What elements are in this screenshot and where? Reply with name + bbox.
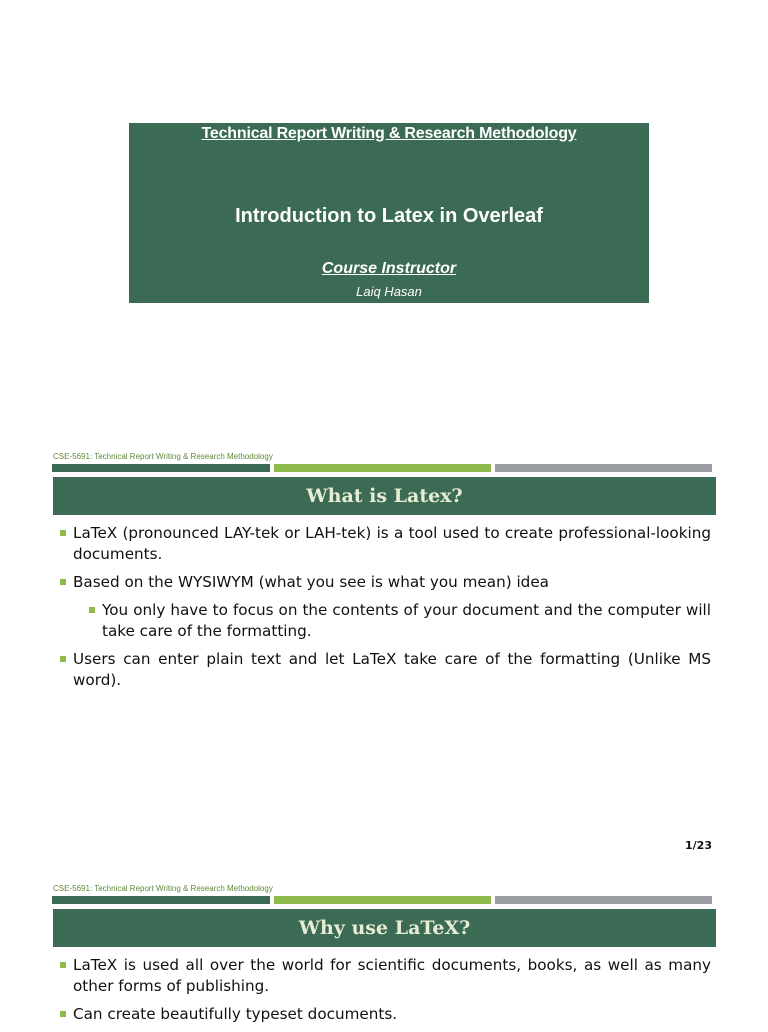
slide-footer: CSE-5691: Technical Report Writing & Research Methodology: [53, 884, 273, 893]
square-bullet-icon: [60, 1011, 66, 1017]
lecture-title: Introduction to Latex in Overleaf: [235, 205, 543, 227]
bullet-text: Can create beautifully typeset documents.: [73, 1005, 398, 1023]
square-bullet-icon: [60, 656, 66, 662]
bullet-text: Users can enter plain text and let LaTeX take care of the formatting (Unlike MS word).: [73, 650, 711, 689]
header-stripes: [52, 896, 712, 904]
stripe-dark-green: [52, 896, 270, 904]
course-title: Technical Report Writing & Research Methodology: [201, 125, 577, 142]
slide-heading: What is Latex?: [53, 477, 716, 515]
bullet-list: [59, 523, 711, 698]
page-number: 1/23: [685, 839, 712, 852]
title-slide: [129, 123, 649, 303]
header-stripes: [52, 464, 712, 472]
bullet-item: [59, 955, 711, 997]
slide-footer: CSE-5691: Technical Report Writing & Research Methodology: [53, 452, 273, 461]
stripe-dark-green: [52, 464, 270, 472]
square-bullet-icon: [60, 579, 66, 585]
square-bullet-icon: [89, 607, 95, 613]
instructor-name: Laiq Hasan: [356, 284, 422, 299]
bullet-item: [59, 523, 711, 565]
bullet-item: [59, 649, 711, 691]
square-bullet-icon: [60, 530, 66, 536]
square-bullet-icon: [60, 962, 66, 968]
stripe-light-green: [274, 896, 491, 904]
sub-bullet-item: [88, 600, 711, 642]
bullet-text: Based on the WYSIWYM (what you see is what you mean) idea: [73, 573, 549, 591]
bullet-item: [59, 572, 711, 593]
bullet-list: [59, 955, 711, 1032]
bullet-text: LaTeX is used all over the world for scientific documents, books, as well as many other forms of publishing.: [73, 956, 711, 995]
slide-heading: Why use LaTeX?: [53, 909, 716, 947]
stripe-gray: [495, 464, 712, 472]
bullet-text: You only have to focus on the contents of your document and the computer will take care of the formatting.: [102, 601, 711, 640]
stripe-light-green: [274, 464, 491, 472]
bullet-item: [59, 1004, 711, 1025]
instructor-label: Course Instructor: [321, 260, 457, 277]
bullet-text: LaTeX (pronounced LAY-tek or LAH-tek) is a tool used to create professional-looking documents.: [73, 524, 711, 563]
stripe-gray: [495, 896, 712, 904]
